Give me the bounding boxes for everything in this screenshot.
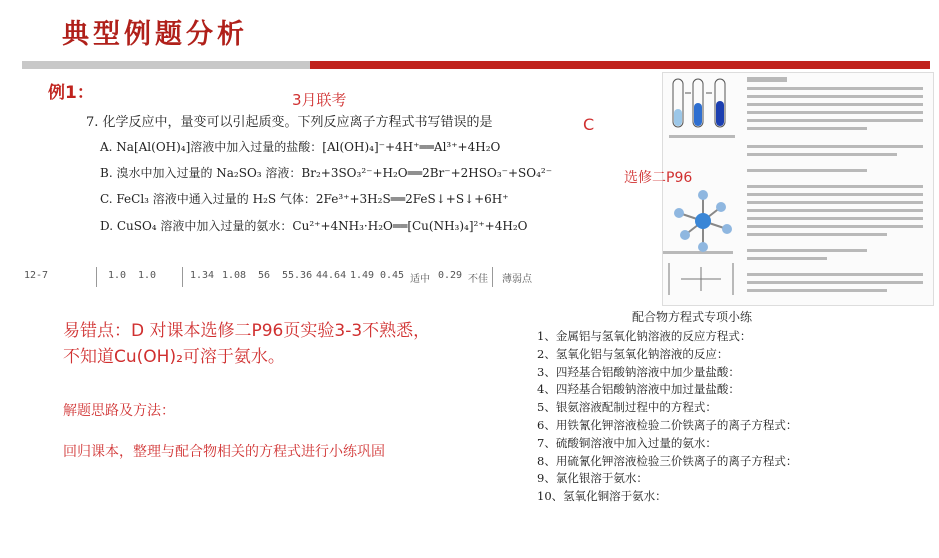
page-title: 典型例题分析 xyxy=(62,19,248,50)
table-cell: 1.08 xyxy=(222,270,247,281)
option-d: D. CuSO₄ 溶液中加入过量的氨水：Cu²⁺+4NH₃·H₂O══[Cu(NH₃)₄]²⁺+4H₂O xyxy=(100,219,528,233)
list-item: 6、用铁氰化钾溶液检验二价铁离子的离子方程式： xyxy=(537,417,798,432)
answer-mark: C xyxy=(583,115,595,134)
question-stem: 7. 化学反应中，量变可以引起质变。下列反应离子方程式书写错误的是 xyxy=(86,115,493,130)
list-item: 9、氯化银溶于氨水： xyxy=(537,471,648,486)
list-item: 3、四羟基合铝酸钠溶液中加少量盐酸： xyxy=(537,364,740,379)
list-item: 7、硫酸铜溶液中加入过量的氨水： xyxy=(537,435,717,450)
table-cell: 1.0 xyxy=(138,270,157,281)
list-item: 8、用硫氰化钾溶液检验三价铁离子的离子方程式： xyxy=(537,453,798,468)
textbook-reference-label: 选修二P96 xyxy=(624,170,693,186)
option-d-clip xyxy=(100,217,636,239)
score-table-strip xyxy=(24,265,544,289)
table-cell: 适中 xyxy=(410,274,430,285)
list-item: 4、四羟基合铝酸钠溶液中加过量盐酸： xyxy=(537,382,740,397)
textbook-page-thumbnail xyxy=(662,72,934,306)
table-cell: 薄弱点 xyxy=(502,274,532,285)
table-cell: 12-7 xyxy=(24,270,49,281)
table-cell: 不佳 xyxy=(468,274,488,285)
method-text: 回归课本，整理与配合物相关的方程式进行小练巩固 xyxy=(63,444,385,460)
list-item: 10、氢氧化铜溶于氨水： xyxy=(537,489,667,504)
list-item: 1、金属铝与氢氧化钠溶液的反应方程式： xyxy=(537,329,752,343)
table-cell: 1.49 xyxy=(350,270,375,281)
source-note: 3月联考 xyxy=(292,91,347,109)
table-cell: 1.34 xyxy=(190,270,215,281)
practice-list xyxy=(537,328,797,506)
table-cell: 0.29 xyxy=(438,270,463,281)
option-a: A. Na[Al(OH)₄]溶液中加入过量的盐酸：[Al(OH)₄]⁻+4H⁺══Al³⁺+4H₂O xyxy=(100,140,501,154)
practice-title: 配合物方程式专项小练 xyxy=(632,310,753,324)
table-cell: 55.36 xyxy=(282,270,313,281)
example-label: 例1： xyxy=(48,83,94,103)
title-underline-gray xyxy=(22,61,310,69)
error-point-note: 易错点：D 对课本选修二P96页实验3-3不熟悉，不知道Cu(OH)₂可溶于氨水。 xyxy=(63,321,431,367)
list-item: 2、氢氧化铝与氢氧化钠溶液的反应： xyxy=(537,346,729,361)
textbook-page-graphic xyxy=(663,73,933,305)
list-item: 5、银氨溶液配制过程中的方程式： xyxy=(537,400,717,415)
table-cell: 56 xyxy=(258,270,271,281)
method-title: 解题思路及方法： xyxy=(63,403,175,419)
table-cell: 0.45 xyxy=(380,270,405,281)
table-cell: 44.64 xyxy=(316,270,347,281)
title-underline-red xyxy=(310,61,930,69)
table-cell: 1.0 xyxy=(108,270,127,281)
option-b: B. 溴水中加入过量的 Na₂SO₃ 溶液：Br₂+3SO₃²⁻+H₂O══2Br⁻+2HSO₃⁻+SO₄²⁻ xyxy=(100,166,553,180)
option-c: C. FeCl₃ 溶液中通入过量的 H₂S 气体：2Fe³⁺+3H₂S══2FeS↓+S↓+6H⁺ xyxy=(100,192,509,206)
